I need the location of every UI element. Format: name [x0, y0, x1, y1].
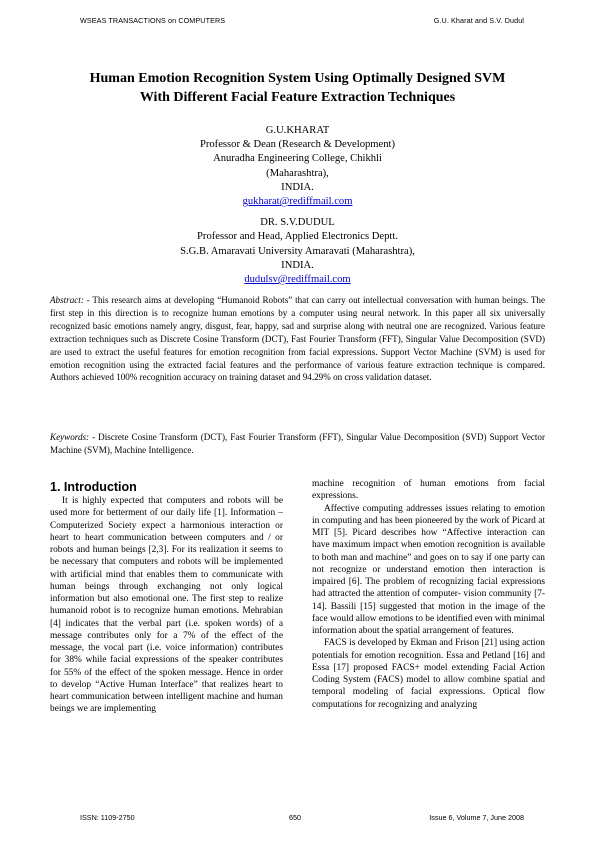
abstract-text: - This research aims at developing “Humanoid Robots” that can carry out intellectual conversation with human beings. The first step in this direction is to recognize human emotions by a computer using neural network. In this paper all six universally recognized basic emotions namely angry, disgust, fear, happy, sad and surprise along with neutral one are recognized. Various feature extraction techniques such as Discrete Cosine Transform (DCT), Fast Fourier Transform (FFT), Singular Value Decomposition (SVD) are used to extract the useful features for emotion recognition from facial expressions. Support Vector Machine (SVM) is used for emotion recognition using the extracted facial features and the performance of various feature extraction technique is compared. Authors achieved 100% recognition accuracy on training dataset and 94.29% on cross validation dataset. — [50, 295, 545, 383]
author-1-position: Professor & Dean (Research & Development) — [199, 139, 396, 151]
author-1-block — [100, 124, 495, 209]
keywords — [50, 431, 545, 457]
running-header-journal: WSEAS TRANSACTIONS on COMPUTERS — [80, 16, 226, 25]
author-2-institution: S.G.B. Amaravati University Amaravati (Maharashtra), — [180, 245, 415, 257]
running-header-authors: G.U. Kharat and S.V. Dudul — [433, 16, 524, 25]
footer-issn: ISSN: 1109-2750 — [80, 813, 135, 822]
body-column-left — [50, 478, 283, 716]
paper-title-line-2: With Different Facial Feature Extraction Techniques — [139, 90, 456, 105]
author-1-email-link[interactable]: gukharat@rediffmail.com — [242, 196, 353, 208]
intro-paragraph-3: FACS is developed by Ekman and Frison [21] using action potentials for emotion recognition. Essa and Petland [16] and Essa [17] proposed FACS+ model extending Facial Action Coding System (FACS) model to allow combine spatial and temporal modeling of facial expressions. Optical flow computations for recognizing and analyzing — [312, 638, 545, 710]
author-1-country: INDIA. — [281, 181, 314, 193]
author-1-institution: Anuradha Engineering College, Chikhli — [213, 153, 382, 165]
author-2-email-link[interactable]: dudulsv@rediffmail.com — [244, 274, 351, 286]
body-column-right — [312, 478, 545, 711]
author-2-position: Professor and Head, Applied Electronics Deptt. — [197, 231, 398, 243]
section-heading-introduction: 1. Introduction — [50, 480, 137, 494]
author-2-name: DR. S.V.DUDUL — [260, 217, 335, 229]
keywords-label: Keywords: — [50, 432, 90, 442]
paper-title — [50, 69, 545, 107]
footer-page-number: 650 — [289, 813, 301, 822]
author-2-block — [100, 216, 495, 287]
intro-paragraph-1: It is highly expected that computers and robots will be used more for betterment of our daily life [1]. Information – Computerized Society expect a harmonious interaction or heart to heart communication between computers and / or robots and human beings [2,3]. For its realization it seems to be necessary that computers and robots will be implemented with artificial mind that enables them to communicate with human beings through exchanging not only logical information but also emotional one. The first step to realize humanoid robot is to recognize human emotions. Mehrabian [4] indicates that the verbal part (i.e. spoken words) of a message contributes only for a 7% of the effect of the message, the vocal part (i.e. voice information) contributes for 38% while facial expressions of the speaker contributes for 55% of the effect of the spoken message. Hence in order to develop “Active Human Interface” that realizes heart to heart communication between intelligent machine and human beings we are implementing — [50, 496, 283, 715]
intro-paragraph-1-continued: machine recognition of human emotions from facial expressions. — [312, 479, 545, 502]
author-2-country: INDIA. — [281, 259, 314, 271]
keywords-text: - Discrete Cosine Transform (DCT), Fast Fourier Transform (FFT), Singular Value Decomposition (SVD) Support Vector Machine (SVM), Machine Intelligence. — [50, 432, 545, 455]
paper-title-line-1: Human Emotion Recognition System Using Optimally Designed SVM — [89, 71, 506, 86]
abstract — [50, 294, 545, 384]
intro-paragraph-2: Affective computing addresses issues relating to emotion in computing and has been pioneered by the work of Picard at MIT [5]. Picard describes how “Affective interaction can have maximum impact when emotion recognition is available to both man and machine” and goes on to say if one party can not recognize or understand emotion then interaction is impaired [6]. The problem of recognizing facial expressions had attracted the attention of computer- vision community [7-14]. Bassili [15] suggested that motion in the image of the face would allow emotions to be identified even with minimal information about the spatial arrangement of features. — [312, 503, 546, 636]
author-section — [100, 124, 495, 287]
author-1-name: G.U.KHARAT — [265, 125, 330, 136]
footer-issue: Issue 6, Volume 7, June 2008 — [429, 813, 524, 822]
author-1-state: (Maharashtra), — [266, 167, 329, 179]
abstract-label: Abstract: — [50, 295, 84, 305]
